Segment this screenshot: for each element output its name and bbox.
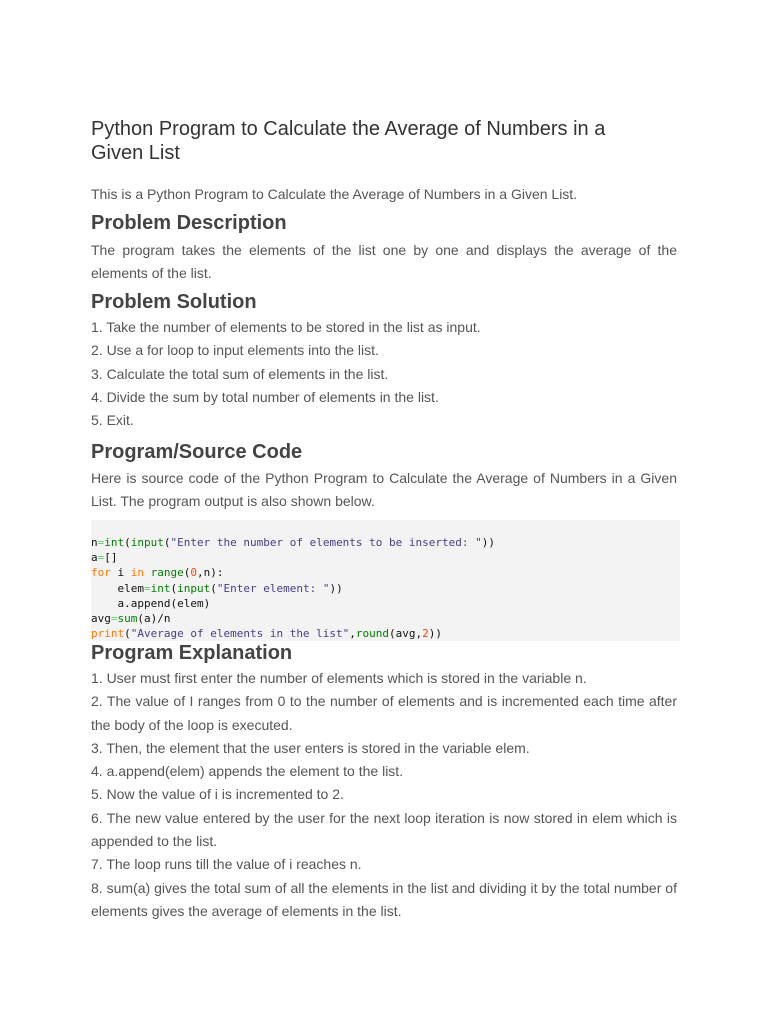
code-token: input xyxy=(130,536,164,549)
problem-description-text: The program takes the elements of the list one by one and displays the average of the elements of the list. xyxy=(91,242,677,281)
list-item: 5. Exit. xyxy=(91,412,134,429)
code-token: = xyxy=(110,612,118,626)
list-item: 2. The value of I ranges from 0 to the number of elements and is incremented each time after the body of the loop is executed. xyxy=(91,693,677,733)
code-token: 2 xyxy=(422,627,429,641)
list-item: 3. Calculate the total sum of elements in the list. xyxy=(91,365,389,382)
code-token: = xyxy=(97,551,105,565)
code-token: [] xyxy=(104,551,118,565)
code-token: )) xyxy=(428,627,443,641)
code-token: i xyxy=(110,566,131,580)
code-token: for xyxy=(91,566,111,580)
list-item: 6. The new value entered by the user for the next loop iteration is now stored in elem which is appended to the list. xyxy=(91,809,677,850)
list-item: 5. Now the value of i is incremented to 2. xyxy=(91,786,344,803)
code-token: int xyxy=(104,536,125,549)
code-token: round xyxy=(355,627,390,641)
code-block xyxy=(91,520,680,641)
code-token: ,n): xyxy=(197,566,224,580)
source-code-heading: Program/Source Code xyxy=(91,441,303,463)
code-token: "Enter element: " xyxy=(216,581,330,595)
list-item: 7. The loop runs till the value of i reaches n. xyxy=(91,856,362,873)
problem-solution-list xyxy=(91,316,677,432)
list-item: 3. Then, the element that the user enters is stored in the variable elem. xyxy=(91,739,530,756)
code-token: (a)/n xyxy=(137,612,171,626)
list-item: 1. Take the number of elements to be stored in the list as input. xyxy=(91,319,481,335)
intro-text: This is a Python Program to Calculate the Average of Numbers in a Given List. xyxy=(91,186,578,202)
code-token: avg xyxy=(91,612,111,626)
code-token: int xyxy=(150,581,171,595)
code-token: sum xyxy=(117,612,138,626)
list-item: 1. User must first enter the number of elements which is stored in the variable n. xyxy=(91,670,587,686)
code-token: in xyxy=(130,566,144,580)
code-token: "Average of elements in the list" xyxy=(130,627,350,641)
list-item: 4. a.append(elem) appends the element to the list. xyxy=(91,763,404,780)
list-item: 2. Use a for loop to input elements into the list. xyxy=(91,342,379,359)
list-item: 4. Divide the sum by total number of elements in the list. xyxy=(91,388,439,405)
page-title: Python Program to Calculate the Average of Numbers in a Given List xyxy=(91,118,606,164)
explanation-list xyxy=(91,667,677,923)
code-listing: n=int(input("Enter the number of elements to be inserted: ")) a=[] for i in range(0,n): elem=int(input("Enter element: ")) a.append(elem) avg=sum(a)/n print("Average of elements in the list",round(avg,2)) xyxy=(91,536,496,641)
code-token: a.append(elem) xyxy=(117,596,211,610)
code-token: = xyxy=(144,581,151,595)
code-token: input xyxy=(177,581,211,595)
code-token: n xyxy=(91,536,98,549)
explanation-heading: Program Explanation xyxy=(91,642,293,664)
code-token: "Enter the number of elements to be inserted: " xyxy=(170,536,482,549)
problem-description-heading: Problem Description xyxy=(91,212,287,234)
code-token: 0 xyxy=(190,566,197,580)
list-item: 8. sum(a) gives the total sum of all the elements in the list and dividing it by the total number of elements gives the average of elements in the list. xyxy=(91,879,677,919)
code-token: elem xyxy=(117,581,144,595)
problem-solution-heading: Problem Solution xyxy=(91,291,257,313)
code-token: print xyxy=(91,627,125,641)
code-token: (avg, xyxy=(389,627,423,641)
source-code-text: Here is source code of the Python Program to Calculate the Average of Numbers in a Given List. The program output is also shown below. xyxy=(91,470,677,509)
code-token: = xyxy=(97,536,105,549)
code-token: a xyxy=(91,551,98,565)
code-token: range xyxy=(150,566,184,580)
